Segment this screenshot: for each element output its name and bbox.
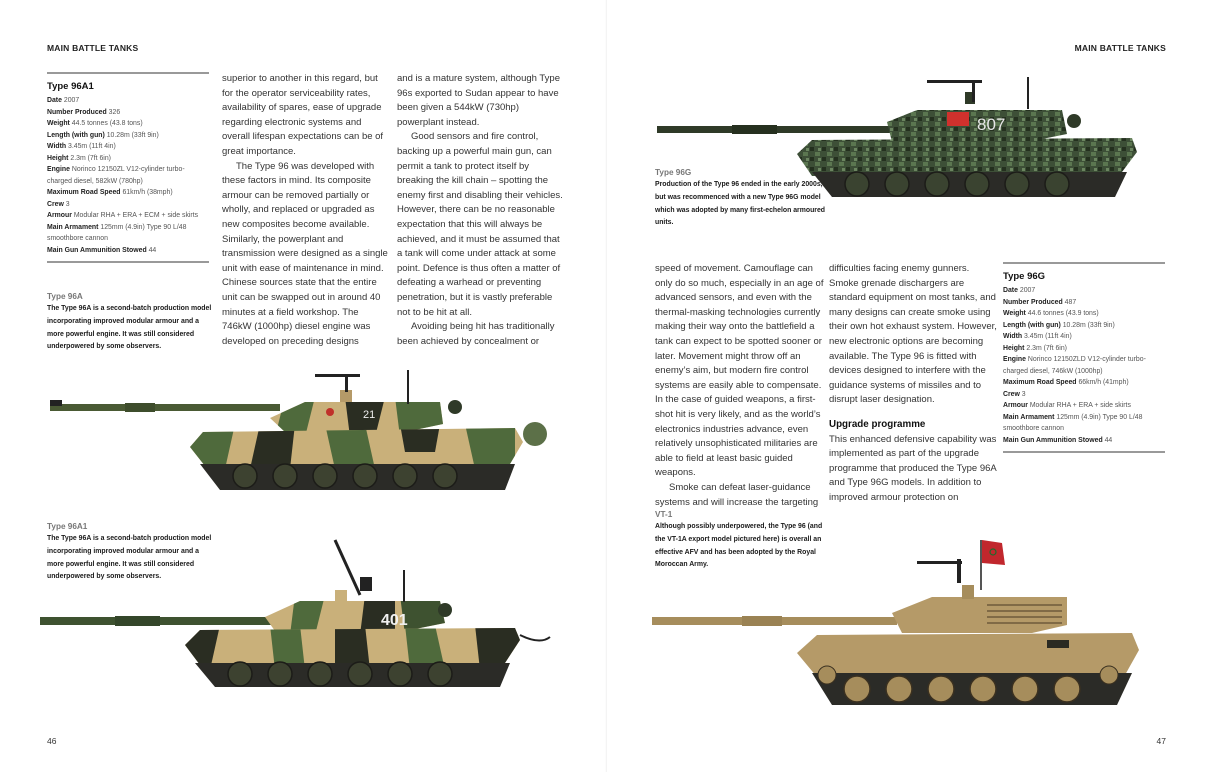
spec-label: Number Produced bbox=[47, 108, 107, 116]
paragraph: This enhanced defensive capability was implemented as part of the upgrade programme that produced the Type 96A and Type 96G models. In addition to improved armour protection on bbox=[829, 433, 997, 503]
spec-rows bbox=[1003, 285, 1165, 446]
paragraph: and is a mature system, although Type 96s exported to Sudan appear to have been given a 544kW (730hp) powerplant instead. bbox=[397, 73, 560, 128]
spec-row bbox=[47, 107, 209, 119]
spec-value: 3.45m (11ft 4in) bbox=[68, 143, 116, 150]
subheading-upgrade-programme: Upgrade programme bbox=[829, 418, 926, 430]
spec-row bbox=[47, 245, 209, 257]
spec-row bbox=[47, 210, 209, 222]
spec-label: Weight bbox=[47, 120, 70, 127]
spec-label: Crew bbox=[47, 200, 64, 208]
body-column-2-right bbox=[829, 262, 1001, 506]
spec-value: 44 bbox=[148, 246, 157, 254]
page-number-left: 46 bbox=[47, 736, 57, 746]
paragraph: The Type 96 was developed with these factors in mind. Its composite armour can be removed partially or wholly, and replaced or upgraded as new composites become available. Similarly, the powerplant and transmission were designed as a single unit with ease of maintenance in mind. Chinese sources state that the entire unit can be swapped out in around 40 minutes at a field workshop. The 746kW (1000hp) diesel engine was developed on preceding designs bbox=[222, 160, 388, 347]
spec-value: 66km/h (41mph) bbox=[1078, 379, 1129, 386]
spec-value: 326 bbox=[108, 108, 121, 116]
spec-row bbox=[1003, 308, 1165, 320]
caption-title: Type 96G bbox=[655, 168, 692, 177]
right-page bbox=[607, 0, 1214, 772]
spec-row bbox=[47, 199, 209, 211]
spec-label: Engine bbox=[47, 166, 70, 173]
spec-value: 125mm (4.9in) Type 90 L/48 smoothbore cannon bbox=[1003, 413, 1143, 432]
spec-row bbox=[1003, 389, 1165, 401]
running-head-left: MAIN BATTLE TANKS bbox=[47, 43, 139, 53]
spec-label: Length (with gun) bbox=[47, 131, 105, 139]
hull-number: 401 bbox=[381, 612, 408, 629]
body-column-1-right bbox=[655, 262, 827, 510]
spec-label: Main Armament bbox=[47, 223, 99, 231]
spec-value: 44.5 tonnes (43.8 tons) bbox=[71, 120, 143, 127]
spec-row bbox=[1003, 297, 1165, 309]
paragraph: difficulties facing enemy gunners. Smoke grenade dischargers are standard equipment on most tanks, and many designs can create smoke using their own hot exhaust system. However, new electronic options are becoming available. The Type 96 is fitted with devices designed to interfere with the guidance systems of missiles and to disrupt laser designation. bbox=[829, 263, 997, 406]
spec-label: Length (with gun) bbox=[1003, 321, 1061, 329]
spec-value: 2007 bbox=[63, 97, 80, 104]
spec-value: Norinco 12150ZLD V12-cylinder turbo-charged diesel, 746kW (1000hp) bbox=[1003, 356, 1146, 375]
spec-label: Date bbox=[1003, 287, 1018, 294]
caption-text: The Type 96A is a second-batch production model incorporating improved modular armour and a more powerful engine. It was still considered underpowered by some observers. bbox=[47, 305, 212, 351]
spec-value: 44.6 tonnes (43.9 tons) bbox=[1027, 310, 1099, 317]
flag-morocco bbox=[982, 540, 1005, 565]
spec-row bbox=[1003, 400, 1165, 412]
spec-rows bbox=[47, 95, 209, 256]
spec-value: 10.28m (33ft 9in) bbox=[106, 131, 159, 139]
spec-value: Norinco 12150ZL V12-cylinder turbo-charged diesel, 582kW (780hp) bbox=[47, 166, 185, 185]
spec-label: Main Gun Ammunition Stowed bbox=[47, 246, 147, 254]
spec-value: 61km/h (38mph) bbox=[122, 189, 173, 196]
paragraph: Avoiding being hit has traditionally been achieved by concealment or bbox=[397, 321, 555, 347]
spec-row bbox=[47, 118, 209, 130]
body-column-1-left bbox=[222, 72, 390, 349]
spec-label: Maximum Road Speed bbox=[1003, 379, 1077, 386]
caption-title: Type 96A bbox=[47, 292, 83, 301]
spec-label: Maximum Road Speed bbox=[47, 189, 121, 196]
spec-title: Type 96G bbox=[1003, 271, 1046, 282]
spec-value: 2.3m (7ft 6in) bbox=[70, 154, 111, 162]
spec-label: Armour bbox=[1003, 402, 1028, 409]
spec-label: Main Armament bbox=[1003, 413, 1055, 421]
spec-label: Date bbox=[47, 97, 62, 104]
spec-row bbox=[47, 130, 209, 142]
spec-label: Width bbox=[1003, 333, 1023, 340]
page-number-right: 47 bbox=[1156, 736, 1166, 746]
spec-label: Weight bbox=[1003, 310, 1026, 317]
spec-label: Engine bbox=[1003, 356, 1026, 363]
spec-box-type-96a1 bbox=[47, 72, 209, 263]
spec-value: 125mm (4.9in) Type 90 L/48 smoothbore cannon bbox=[47, 223, 187, 242]
paragraph: speed of movement. Camouflage can only do so much, especially in an age of advanced sensors, and even with the thermal-masking technologies currently making their way onto the battlefield a tank can expect to be spotted sooner or later. Movement might throw off an enemy’s aim, but modern fire control systems are easily able to compensate. In the case of guided weapons, a first-shot hit is very likely, and as the world’s electronics industries advance, even relatively unsophisticated militaries are able to field at least basic guided weapons. bbox=[655, 263, 824, 479]
spec-row bbox=[1003, 377, 1165, 389]
spec-value: 2007 bbox=[1019, 287, 1036, 294]
paragraph: Good sensors and fire control, backing up a powerful main gun, can permit a tank to protect itself by breaking the kill chain – spotting the enemy first and disabling their vehicles. However, there can be no reasonable expectation that this will always be achieved, and it must be assumed that a tank will come under attack at some point. Defence is thus often a matter of defeating a warhead or preventing penetration, but it is vastly preferable not to be hit at all. bbox=[397, 131, 563, 318]
spec-value: 10.28m (33ft 9in) bbox=[1062, 321, 1115, 329]
hull-number: 807 bbox=[977, 115, 1006, 134]
spec-box-type-96g bbox=[1003, 262, 1165, 453]
hull-number: 21 bbox=[363, 409, 376, 421]
spec-value: 44 bbox=[1104, 436, 1113, 444]
spec-row bbox=[1003, 331, 1165, 343]
caption-title: Type 96A1 bbox=[47, 522, 88, 531]
spec-value: Modular RHA + ERA + side skirts bbox=[1029, 402, 1131, 409]
caption-text: Although possibly underpowered, the Type 96 (and the VT-1A export model pictured here) is overall an effective AFV and has been adopted by the Royal Moroccan Army. bbox=[655, 523, 823, 569]
body-column-2-left bbox=[397, 72, 567, 349]
spec-label: Crew bbox=[1003, 390, 1020, 398]
spec-label: Number Produced bbox=[1003, 298, 1063, 306]
spec-row bbox=[1003, 285, 1165, 297]
spec-row bbox=[1003, 412, 1165, 435]
tank-illustration-vt-1a bbox=[647, 535, 1177, 715]
spec-row bbox=[1003, 354, 1165, 377]
spec-row bbox=[47, 222, 209, 245]
paragraph: superior to another in this regard, but for the operator serviceability rates, availability of spares, ease of upgrade regarding electronic systems and overall lifespan expectations can be of great importance. bbox=[222, 73, 384, 157]
caption-text: Production of the Type 96 ended in the early 2000s, but was recommenced with a new Type 96G model which was adopted by many first-echelon armoured units. bbox=[655, 181, 826, 227]
spec-row bbox=[47, 187, 209, 199]
spec-label: Main Gun Ammunition Stowed bbox=[1003, 436, 1103, 444]
spec-row bbox=[47, 141, 209, 153]
spec-value: 2.3m (7ft 6in) bbox=[1026, 344, 1067, 352]
spec-value: 3.45m (11ft 4in) bbox=[1024, 333, 1072, 340]
spec-label: Armour bbox=[47, 212, 72, 219]
spec-title: Type 96A1 bbox=[47, 81, 94, 92]
caption-text: The Type 96A is a second-batch production model incorporating improved modular armour and a more powerful engine. It was still considered underpowered by some observers. bbox=[47, 535, 212, 581]
spec-label: Width bbox=[47, 143, 67, 150]
spec-label: Height bbox=[47, 154, 69, 162]
spec-row bbox=[47, 95, 209, 107]
spec-label: Height bbox=[1003, 344, 1025, 352]
spec-value: 3 bbox=[65, 200, 70, 208]
paragraph: Smoke can defeat laser-guidance systems and will increase the targeting bbox=[655, 481, 819, 508]
spec-value: 487 bbox=[1064, 298, 1077, 306]
spec-row bbox=[47, 153, 209, 165]
tank-illustration-type-96a1 bbox=[35, 535, 565, 695]
spec-value: 3 bbox=[1021, 390, 1026, 398]
spec-row bbox=[47, 164, 209, 187]
caption-type-96g bbox=[655, 168, 825, 230]
spec-value: Modular RHA + ERA + ECM + side skirts bbox=[73, 212, 199, 219]
spec-row bbox=[1003, 435, 1165, 447]
caption-type-96a bbox=[47, 292, 217, 354]
caption-title: VT-1 bbox=[655, 510, 673, 519]
tank-illustration-type-96a bbox=[45, 352, 565, 502]
running-head-right: MAIN BATTLE TANKS bbox=[1074, 43, 1166, 53]
spec-row bbox=[1003, 320, 1165, 332]
spec-row bbox=[1003, 343, 1165, 355]
